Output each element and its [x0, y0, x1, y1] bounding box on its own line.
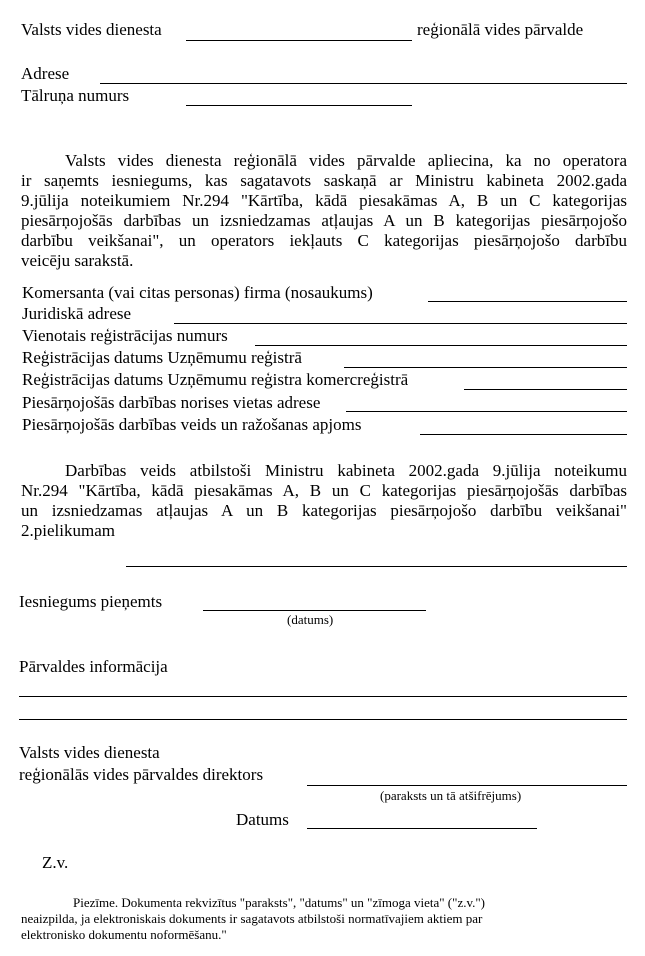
- admin-info-label: Pārvaldes informācija: [19, 657, 168, 676]
- accepted-date-field[interactable]: [203, 610, 426, 611]
- registration-number-label: Vienotais reģistrācijas numurs: [22, 326, 228, 345]
- regional-office-name-field[interactable]: [186, 40, 412, 41]
- address-label: Adrese: [21, 64, 70, 83]
- date-label: Datums: [236, 810, 289, 829]
- activity-type-field[interactable]: [126, 566, 627, 567]
- accepted-label: Iesniegums pieņemts: [19, 592, 163, 611]
- activity-line: 2.pielikumam: [21, 521, 115, 540]
- activity-location-field[interactable]: [346, 411, 627, 412]
- company-name-field[interactable]: [428, 301, 627, 302]
- note-line: elektronisko dokumentu noformēšanu.": [21, 927, 227, 942]
- registration-date-label: Reģistrācijas datums Uzņēmumu reģistrā: [22, 348, 302, 367]
- director-title-line2: reģionālās vides pārvaldes direktors: [19, 765, 264, 784]
- intro-line: 9.jūlija noteikumiem Nr.294 "Kārtība, kādā piesakāmas A, B un C kategorijas: [21, 191, 627, 210]
- admin-info-field-2[interactable]: [19, 719, 627, 720]
- service-name-prefix: Valsts vides dienesta: [21, 20, 162, 39]
- address-field[interactable]: [100, 83, 627, 84]
- intro-line: veicēju sarakstā.: [21, 251, 134, 270]
- phone-label: Tālruņa numurs: [21, 86, 130, 105]
- activity-type-volume-label: Piesārņojošās darbības veids un ražošanas apjoms: [22, 415, 362, 434]
- note-line: Piezīme. Dokumenta rekvizītus "paraksts", "datums" un "zīmoga vieta" ("z.v."): [73, 895, 486, 910]
- accepted-date-caption: (datums): [287, 612, 334, 627]
- admin-info-field-1[interactable]: [19, 696, 627, 697]
- legal-address-field[interactable]: [174, 323, 627, 324]
- intro-line: Valsts vides dienesta reģionālā vides pārvalde apliecina, ka no operatora: [65, 151, 627, 170]
- activity-location-label: Piesārņojošās darbības norises vietas adrese: [22, 393, 321, 412]
- footnote: [21, 895, 627, 943]
- registration-number-field[interactable]: [255, 345, 627, 346]
- intro-line: darbību veikšanai", un operators iekļauts C kategorijas piesārņojošo darbību: [21, 231, 627, 250]
- commercial-registration-date-label: Reģistrācijas datums Uzņēmumu reģistra komercreģistrā: [22, 370, 409, 389]
- activity-line: Darbības veids atbilstoši Ministru kabineta 2002.gada 9.jūlija noteikumu: [65, 461, 627, 480]
- seal-place: Z.v.: [42, 853, 69, 872]
- signature-caption: (paraksts un tā atšifrējums): [380, 788, 522, 803]
- activity-line: Nr.294 "Kārtība, kādā piesakāmas A, B un C kategorijas piesārņojošās darbības: [21, 481, 627, 500]
- registration-date-field[interactable]: [344, 367, 627, 368]
- activity-type-volume-field[interactable]: [420, 434, 627, 435]
- activity-line: un izsniedzamas atļaujas A un B kategorijas piesārņojošo darbību veikšanai": [21, 501, 627, 520]
- activity-paragraph: [21, 461, 627, 541]
- intro-line: ir saņemts iesniegums, kas sagatavots saskaņā ar Ministru kabineta 2002.gada: [21, 171, 627, 190]
- director-title-line1: Valsts vides dienesta: [19, 743, 160, 762]
- date-field[interactable]: [307, 828, 537, 829]
- legal-address-label: Juridiskā adrese: [22, 304, 132, 323]
- intro-line: piesārņojošās darbības un izsniedzamas atļaujas A un B kategorijas piesārņojošo: [21, 211, 627, 230]
- phone-field[interactable]: [186, 105, 412, 106]
- company-name-label: Komersanta (vai citas personas) firma (nosaukums): [22, 283, 373, 302]
- director-signature-field[interactable]: [307, 785, 627, 786]
- intro-paragraph: [21, 151, 627, 271]
- service-name-suffix: reģionālā vides pārvalde: [417, 20, 584, 39]
- note-line: neaizpilda, ja elektroniskais dokuments ir sagatavots atbilstoši normatīvajiem aktiem par: [21, 911, 483, 926]
- commercial-registration-date-field[interactable]: [464, 389, 627, 390]
